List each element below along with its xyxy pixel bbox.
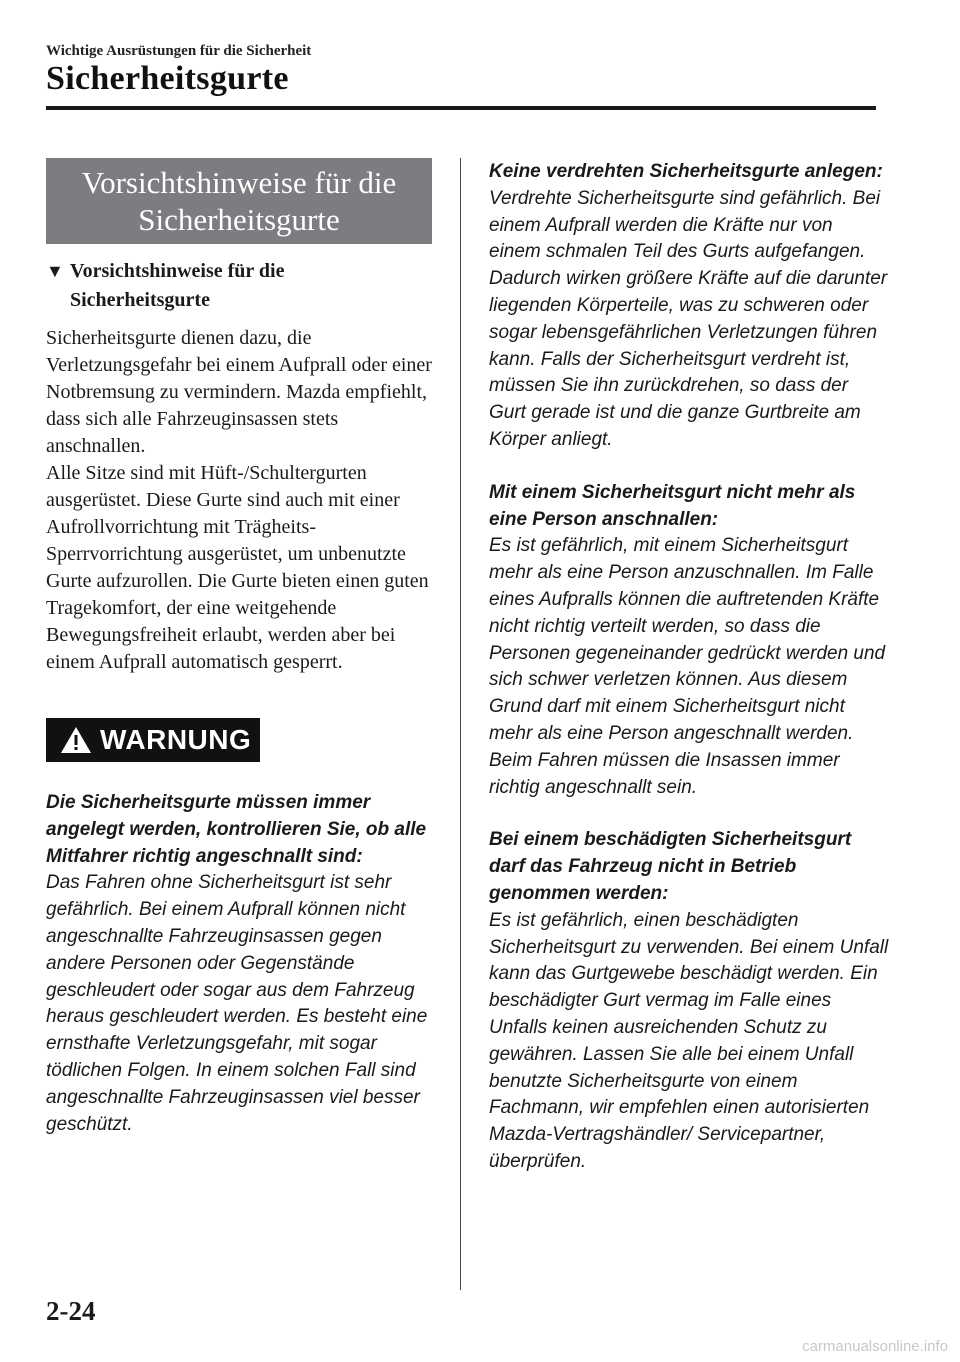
warning-item-text: Verdrehte Sicherheitsgurte sind gefährlich. Bei einem Aufprall werden die Kräfte nur von einem schmalen Teil des Gurts aufgefangen. Dadurch wirken größere Kräfte auf die darunter liegenden Körperteile, was zu schweren oder sogar lebensgefährlichen Verletzungen führen kann. Falls der Sicherheitsgurt verdreht ist, müssen Sie ihn zurückdrehen, so dass der Gurt gerade ist und die ganze Gurtbreite am Körper anliegt.: [489, 187, 888, 450]
triangle-down-icon: ▼: [46, 261, 64, 281]
warning-item-1: [46, 790, 441, 1138]
warning-item-heading: Mit einem Sicherheitsgurt nicht mehr als eine Person anschnallen:: [489, 481, 856, 530]
watermark: carmanualsonline.info: [802, 1338, 948, 1355]
warning-item-text: Das Fahren ohne Sicherheitsgurt ist sehr gefährlich. Bei einem Aufprall können nicht angeschnallte Fahrzeuginsassen gegen andere Personen oder Gegenstände geschleudert oder sogar aus dem Fahrzeug heraus geschleudert werden. Es besteht eine ernsthafte Verletzungsgefahr, mit sogar tödlichen Folgen. In einem solchen Fall sind angeschnallte Fahrzeuginsassen viel besser geschützt.: [46, 872, 428, 1135]
running-head: Wichtige Ausrüstungen für die Sicherheit: [46, 43, 312, 59]
subhead-line-2: Sicherheitsgurte: [70, 289, 210, 311]
warning-triangle-icon: [56, 718, 96, 762]
warning-item-heading: Bei einem beschädigten Sicherheitsgurt darf das Fahrzeug nicht in Betrieb genommen werden:: [489, 829, 852, 904]
warning-item-heading: Die Sicherheitsgurte müssen immer angelegt werden, kontrollieren Sie, ob alle Mitfahrer richtig angeschnallt sind:: [46, 792, 427, 867]
subsection-heading: [46, 257, 446, 315]
right-column: [489, 159, 889, 1176]
warning-item-2: [489, 159, 889, 454]
warning-item-4: [489, 827, 889, 1175]
banner-line-2: Sicherheitsgurte: [138, 202, 340, 237]
warning-item-text: Es ist gefährlich, einen beschädigten Sicherheitsgurt zu verwenden. Bei einem Unfall kann das Gurtgewebe beschädigt werden. Ein beschädigter Gurt vermag im Falle eines Unfalls keinen ausreichenden Schutz zu gewähren. Lassen Sie alle bei einem Unfall benutzte Sicherheitsgurte von einem Fachmann, wir empfehlen einen autorisierten Mazda-Vertragshändler/ Servicepartner, überprüfen.: [489, 909, 889, 1172]
intro-text: [46, 325, 441, 676]
intro-paragraph-2: Alle Sitze sind mit Hüft-/Schultergurten ausgerüstet. Diese Gurte sind auch mit einer Aufrollvorrichtung mit Trägheits-Sperrvorrichtung ausgerüstet, um unbenutzte Gurte aufzurollen. Die Gurte bieten einen guten Tragekomfort, der eine weitgehende Bewegungsfreiheit erlaubt, werden aber bei einem Aufprall automatisch gesperrt.: [46, 462, 429, 673]
warning-label-box: [46, 718, 260, 762]
banner-line-1: Vorsichtshinweise für die: [81, 165, 397, 200]
chapter-title: Sicherheitsgurte: [46, 60, 289, 97]
section-banner: [46, 158, 432, 244]
column-divider: [460, 158, 461, 1290]
warning-item-heading: Keine verdrehten Sicherheitsgurte anlegen:: [489, 161, 883, 182]
warning-label: WARNUNG: [100, 724, 252, 755]
warning-item-3: [489, 480, 889, 802]
intro-paragraph-1: Sicherheitsgurte dienen dazu, die Verletzungsgefahr bei einem Aufprall oder einer Notbremsung zu vermindern. Mazda empfiehlt, dass sich alle Fahrzeuginsassen stets anschnallen.: [46, 327, 432, 457]
header-rule: [46, 106, 876, 110]
subhead-line-1: Vorsichtshinweise für die: [70, 260, 285, 282]
page-number: 2-24: [46, 1296, 96, 1326]
warning-item-text: Es ist gefährlich, mit einem Sicherheitsgurt mehr als eine Person anzuschnallen. Im Falle eines Aufpralls können die auftretenden Kräfte nicht richtig verteilt werden, so dass die Personen gegeneinander gedrückt werden und sich schwer verletzen können. Aus diesem Grund darf mit einem Sicherheitsgurt nicht mehr als eine Person angeschnallt werden. Beim Fahren müssen die Insassen immer richtig angeschnallt sein.: [489, 535, 886, 798]
